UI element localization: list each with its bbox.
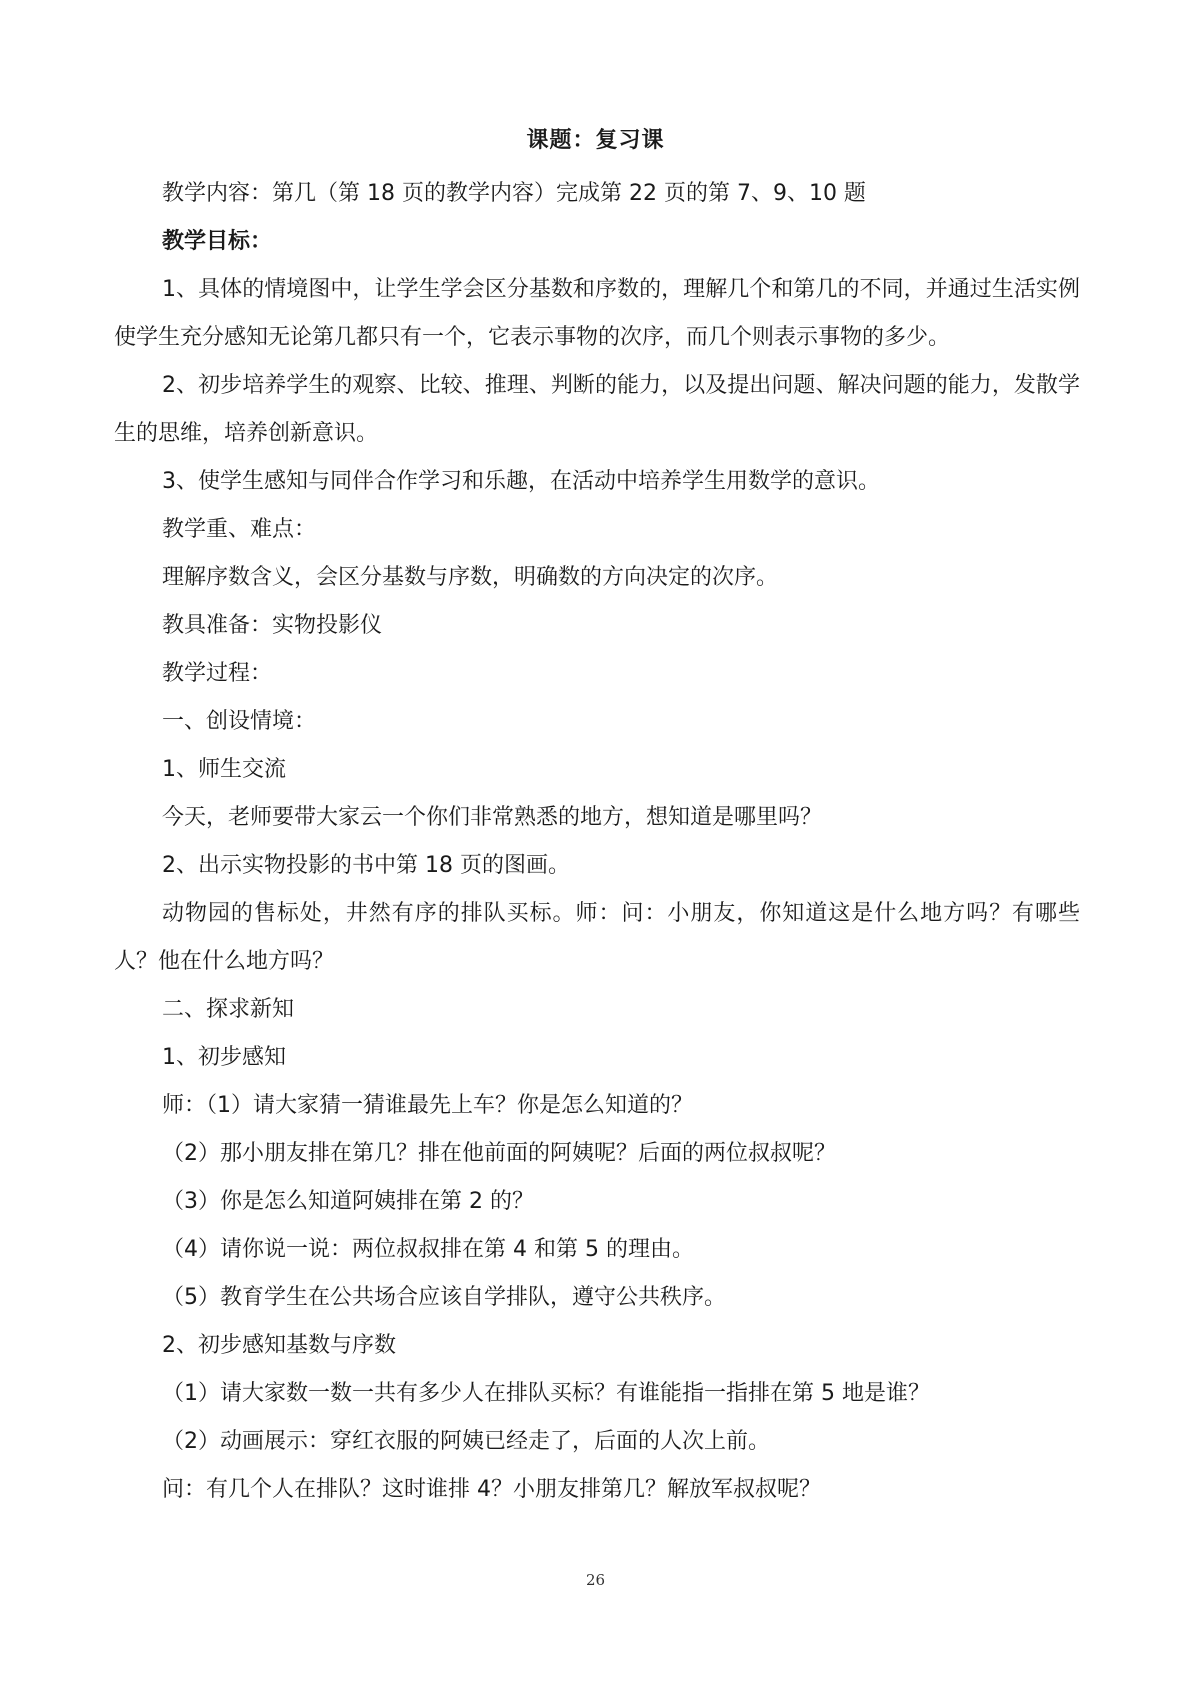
page-title: 课题：复习课 [526,128,665,153]
heading-key-points: 教学重、难点： [162,517,317,542]
paragraph-item: （3）你是怎么知道阿姨排在第 2 的？ [162,1189,534,1214]
paragraph-teaching-aids: 教具准备：实物投影仪 [162,613,383,638]
heading-teaching-process: 教学过程： [162,661,273,686]
heading-section-2: 二、探求新知 [162,997,295,1022]
paragraph-item: （1）请大家数一数一共有多少人在排队买标？有谁能指一指排在第 5 地是谁？ [162,1381,930,1406]
paragraph-item: （5）教育学生在公共场合应该自学排队，遵守公共秩序。 [162,1285,726,1310]
paragraph-item: 2、出示实物投影的书中第 18 页的图画。 [162,853,570,878]
paragraph-item: 2、初步感知基数与序数 [162,1333,396,1358]
document-body [114,170,1080,1514]
paragraph-item: 问：有几个人在排队？这时谁排 4？小朋友排第几？解放军叔叔呢？ [162,1477,821,1502]
paragraph-item: 动物园的售标处，井然有序的排队买标。师：问：小朋友，你知道这是什么地方吗？有哪些人？他在什么地方吗？ [114,901,1080,974]
heading-teaching-objectives: 教学目标： [162,229,273,254]
heading-section-1: 一、创设情境： [162,709,317,734]
page-number: 26 [585,1571,606,1589]
paragraph-objective-2: 2、初步培养学生的观察、比较、推理、判断的能力，以及提出问题、解决问题的能力，发散学生的思维，培养创新意识。 [114,373,1080,446]
paragraph-item: 1、初步感知 [162,1045,286,1070]
paragraph-item: 今天，老师要带大家云一个你们非常熟悉的地方，想知道是哪里吗？ [162,805,823,830]
paragraph-item: （2）动画展示：穿红衣服的阿姨已经走了，后面的人次上前。 [162,1429,770,1454]
paragraph-objective-3: 3、使学生感知与同伴合作学习和乐趣，在活动中培养学生用数学的意识。 [162,469,880,494]
paragraph-teaching-content: 教学内容：第几（第 18 页的教学内容）完成第 22 页的第 7、9、10 题 [162,181,866,206]
paragraph-key-points: 理解序数含义，会区分基数与序数，明确数的方向决定的次序。 [162,565,779,590]
paragraph-objective-1: 1、具体的情境图中，让学生学会区分基数和序数的，理解几个和第几的不同，并通过生活实例使学生充分感知无论第几都只有一个，它表示事物的次序，而几个则表示事物的多少。 [114,277,1080,350]
paragraph-item: 师：（1）请大家猜一猜谁最先上车？你是怎么知道的？ [162,1093,693,1118]
paragraph-item: 1、师生交流 [162,757,286,782]
paragraph-item: （2）那小朋友排在第几？排在他前面的阿姨呢？后面的两位叔叔呢？ [162,1141,836,1166]
paragraph-item: （4）请你说一说：两位叔叔排在第 4 和第 5 的理由。 [162,1237,694,1262]
